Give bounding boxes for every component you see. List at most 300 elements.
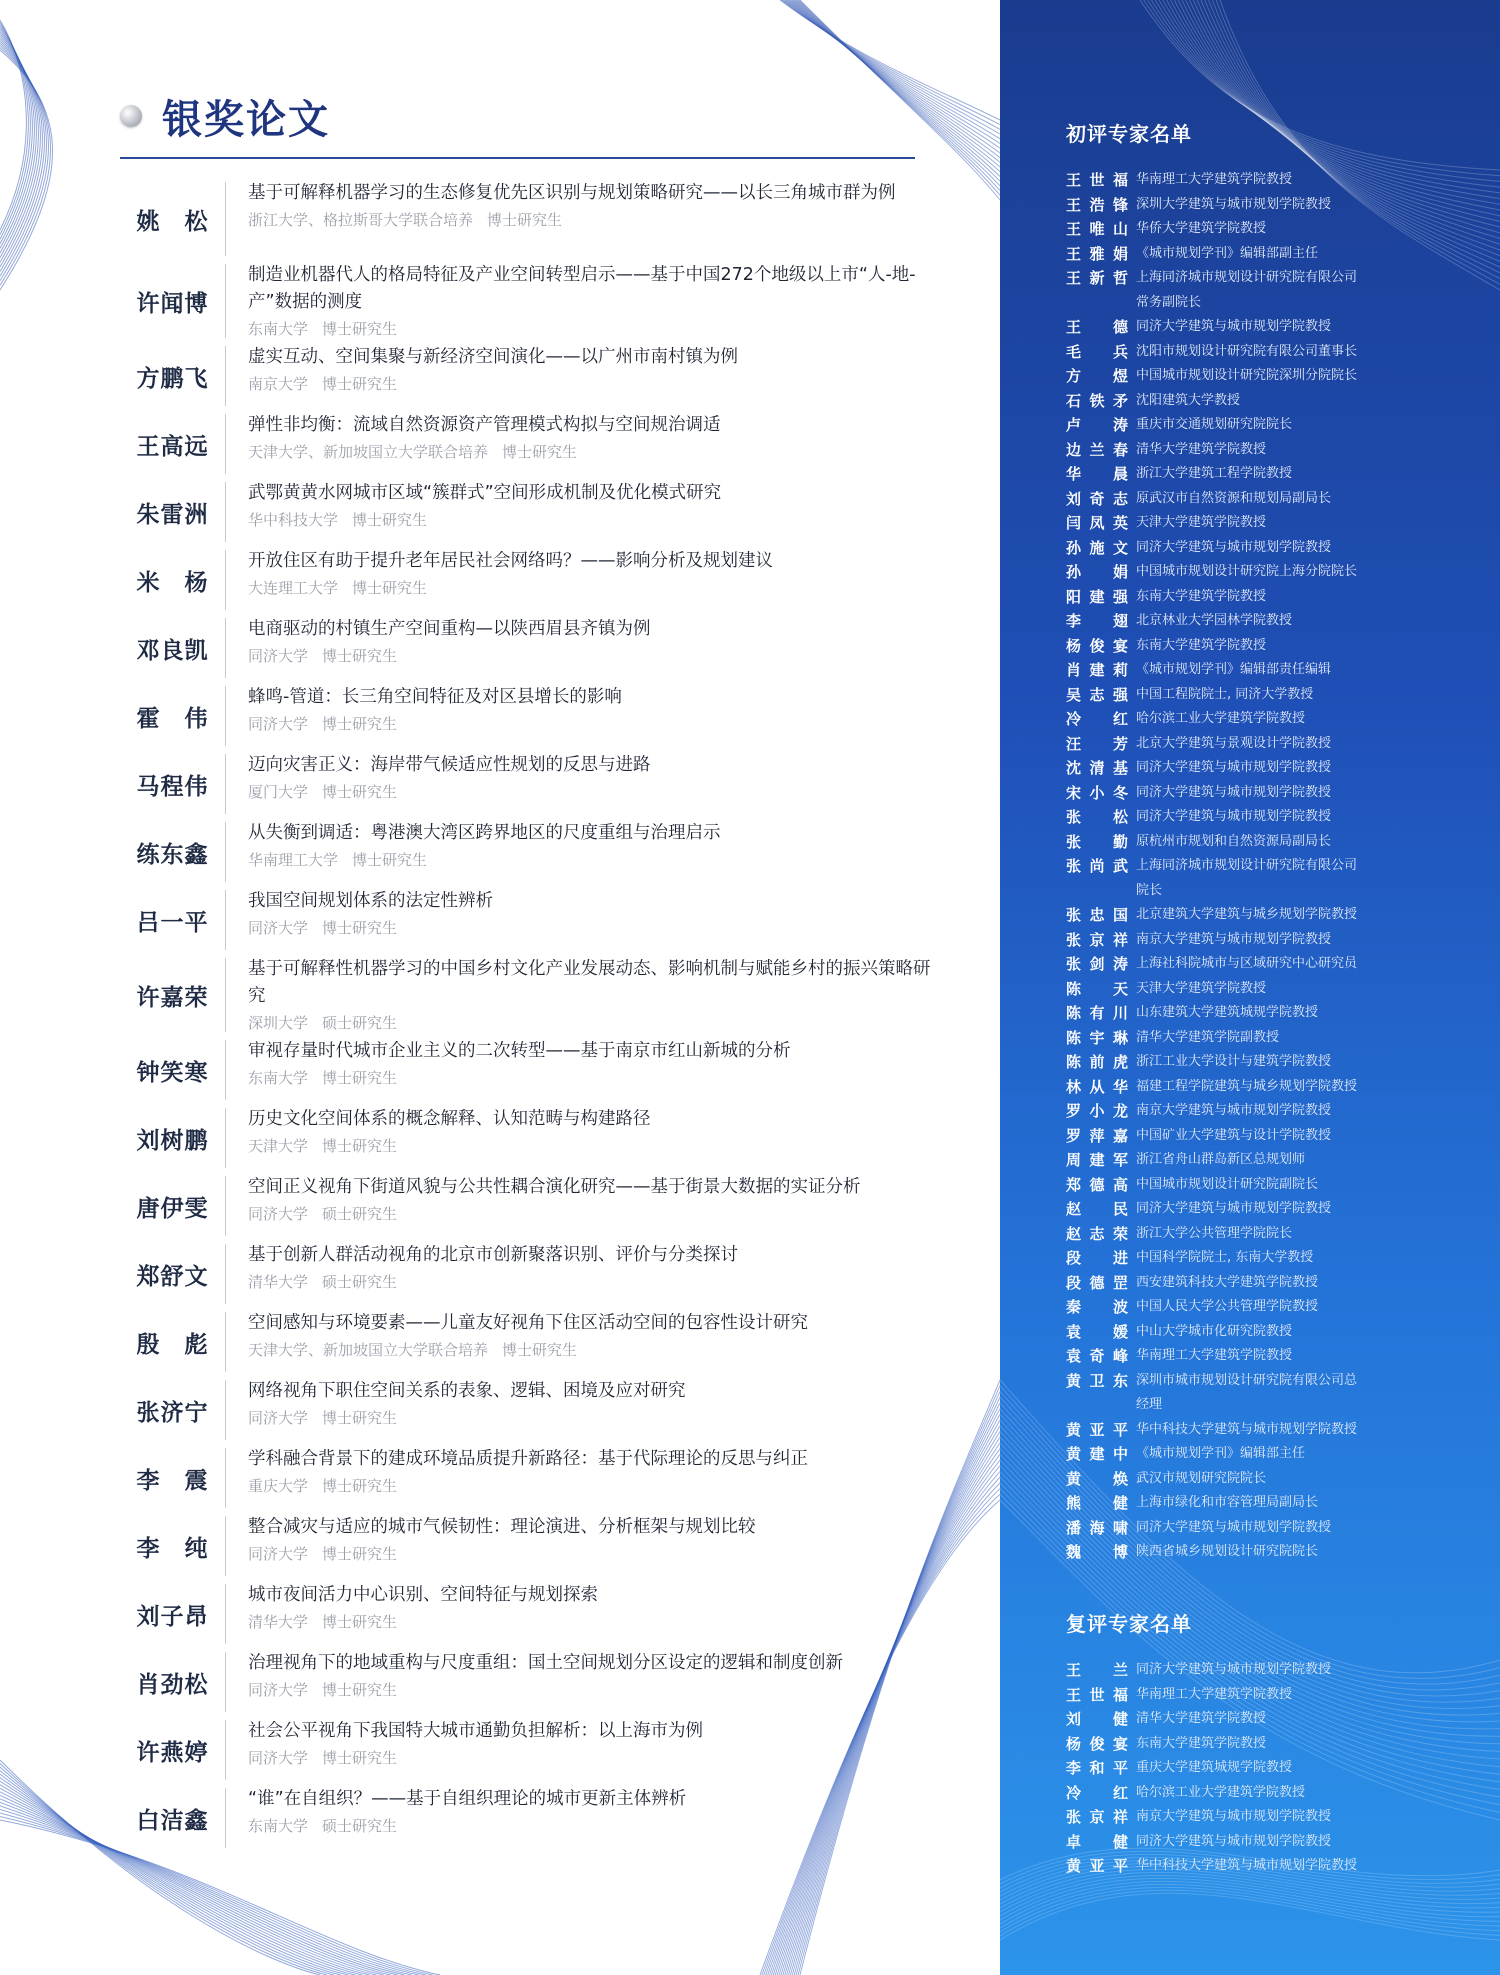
expert-description: 西安建筑科技大学建筑学院教授 [1136, 1274, 1319, 1290]
expert-description: 武汉市规划研究院院长 [1136, 1470, 1267, 1486]
expert-row [1066, 511, 1396, 536]
expert-description: 华南理工大学建筑学院教授 [1136, 172, 1293, 187]
paper-body [248, 342, 940, 410]
wave-line [0, 48, 50, 286]
wave-line [0, 20, 26, 230]
expert-row [1066, 1099, 1396, 1124]
affiliation: 同济大学 [248, 1749, 309, 1767]
expert-row [1066, 805, 1396, 830]
expert-row [1066, 462, 1396, 487]
author-name: 李 纯 [136, 1535, 209, 1562]
paper-entry [120, 1172, 940, 1240]
expert-row [1066, 1540, 1396, 1565]
degree: 博士研究生 [322, 919, 398, 937]
expert-description: 同济大学建筑与城市规划学院教授 [1136, 760, 1332, 775]
expert-name: 陈宇琳 [1066, 1028, 1128, 1047]
author-name: 刘子昂 [136, 1603, 209, 1630]
expert-name: 秦波 [1066, 1298, 1128, 1316]
expert-description: 清华大学建筑学院教授 [1136, 1711, 1267, 1726]
expert-row [1066, 1050, 1396, 1075]
degree: 博士研究生 [352, 851, 428, 869]
expert-row [1066, 413, 1396, 438]
expert-name: 魏博 [1066, 1543, 1128, 1561]
paper-entry [120, 1784, 940, 1852]
expert-name: 宋小冬 [1066, 783, 1128, 802]
paper-affiliation-line [248, 316, 940, 342]
expert-row [1066, 536, 1396, 561]
expert-description: 哈尔滨工业大学建筑学院教授 [1136, 711, 1306, 726]
divider [225, 550, 226, 610]
paper-entry [120, 750, 940, 818]
expert-description: 山东建筑大学建筑城规学院教授 [1136, 1005, 1319, 1020]
expert-row [1066, 1197, 1396, 1222]
affiliation: 深圳大学 [248, 1014, 309, 1032]
paper-body [248, 750, 940, 818]
expert-name: 冷红 [1066, 710, 1128, 728]
expert-name: 杨俊宴 [1066, 1734, 1128, 1753]
paper-title: 整合减灾与适应的城市气候韧性：理论演进、分析框架与规划比较 [248, 1517, 756, 1537]
expert-description: 浙江大学建筑工程学院教授 [1136, 466, 1293, 481]
affiliation: 东南大学 [248, 1817, 309, 1835]
paper-affiliation-line [248, 507, 940, 533]
paper-body [248, 682, 940, 750]
expert-description: 北京建筑大学建筑与城乡规划学院教授 [1136, 907, 1358, 922]
divider [225, 618, 226, 678]
paper-title: 审视存量时代城市企业主义的二次转型——基于南京市红山新城的分析 [248, 1041, 791, 1061]
paper-body [248, 1104, 940, 1172]
expert-description: 天津大学建筑学院教授 [1136, 515, 1267, 530]
author-name: 许嘉荣 [136, 984, 209, 1011]
expert-row [1066, 1756, 1396, 1781]
expert-name: 赵民 [1066, 1200, 1128, 1218]
author-name: 王高远 [136, 433, 209, 460]
affiliation: 重庆大学 [248, 1477, 309, 1495]
affiliation: 浙江大学、格拉斯哥大学联合培养 [248, 211, 474, 229]
paper-body [248, 1376, 940, 1444]
paper-affiliation-line [248, 711, 940, 737]
degree: 博士研究生 [322, 1545, 398, 1563]
expert-description: 同济大学建筑与城市规划学院教授 [1136, 1662, 1332, 1677]
expert-description: 福建工程学院建筑与城乡规划学院教授 [1136, 1078, 1358, 1094]
degree: 硕士研究生 [322, 1014, 398, 1032]
expert-row [1066, 1418, 1396, 1443]
expert-name: 边兰春 [1066, 440, 1128, 459]
degree: 博士研究生 [502, 1341, 578, 1359]
wave-line [0, 41, 44, 272]
preliminary-expert-list [1066, 168, 1396, 1565]
wave-line [782, 0, 1000, 129]
expert-description-continued: 常务副院长 [1136, 294, 1202, 310]
expert-description: 东南大学建筑学院教授 [1136, 637, 1267, 653]
wave-line [1151, 0, 1500, 187]
divider [225, 1448, 226, 1508]
paper-affiliation-line [248, 1010, 940, 1036]
affiliation: 同济大学 [248, 1681, 309, 1699]
expert-description: 《城市规划学刊》编辑部责任编辑 [1136, 662, 1332, 677]
expert-row [1066, 1658, 1396, 1683]
divider [225, 264, 226, 338]
paper-body [248, 1512, 940, 1580]
paper-body [248, 260, 940, 342]
expert-row [1066, 1516, 1396, 1541]
expert-description: 华南理工大学建筑学院教授 [1136, 1348, 1293, 1363]
paper-entry [120, 342, 940, 410]
expert-name: 王雅娟 [1066, 244, 1128, 263]
affiliation: 南京大学 [248, 375, 309, 393]
expert-name: 熊健 [1066, 1494, 1128, 1512]
paper-affiliation-line [248, 1201, 940, 1227]
expert-row [1066, 1781, 1396, 1806]
expert-name: 罗萍嘉 [1066, 1126, 1128, 1145]
affiliation: 天津大学、新加坡国立大学联合培养 [248, 443, 489, 461]
expert-row [1066, 1246, 1396, 1271]
expert-row [1066, 756, 1396, 781]
expert-row [1066, 854, 1396, 879]
expert-description: 同济大学建筑与城市规划学院教授 [1136, 319, 1332, 334]
wave-line [792, 0, 1000, 167]
author-name: 米 杨 [136, 569, 209, 596]
expert-description: 中国人民大学公共管理学院教授 [1136, 1299, 1319, 1314]
wave-line [781, 0, 1000, 125]
degree: 博士研究生 [322, 783, 398, 801]
author-name: 吕一平 [136, 909, 209, 936]
expert-description: 华中科技大学建筑与城市规划学院教授 [1136, 1421, 1358, 1437]
review-experts-title: 复评专家名单 [1066, 1612, 1192, 1636]
paper-affiliation-line [248, 439, 940, 465]
paper-entry [120, 818, 940, 886]
expert-description: 南京大学建筑与城市规划学院教授 [1136, 1809, 1332, 1824]
expert-name: 黄卫东 [1066, 1371, 1128, 1390]
expert-description: 哈尔滨工业大学建筑学院教授 [1136, 1784, 1306, 1800]
expert-description: 浙江大学公共管理学院院长 [1136, 1225, 1293, 1241]
paper-entry [120, 1648, 940, 1716]
expert-name: 黄亚平 [1066, 1857, 1128, 1875]
degree: 博士研究生 [322, 715, 398, 733]
author-name: 张济宁 [136, 1399, 209, 1426]
expert-row [1066, 1393, 1396, 1418]
author-name: 李 震 [136, 1467, 209, 1494]
expert-row [1066, 732, 1396, 757]
expert-row [1066, 242, 1396, 267]
expert-description: 《城市规划学刊》编辑部主任 [1136, 1446, 1306, 1461]
paper-body [248, 1444, 940, 1512]
affiliation: 东南大学 [248, 1069, 309, 1087]
divider [225, 346, 226, 406]
expert-row [1066, 1732, 1396, 1757]
expert-description: 中国矿业大学建筑与设计学院教授 [1136, 1127, 1332, 1143]
wave-line [0, 22, 28, 234]
affiliation: 同济大学 [248, 647, 309, 665]
expert-row [1066, 1173, 1396, 1198]
author-name: 练东鑫 [136, 841, 209, 868]
degree: 硕士研究生 [322, 1273, 398, 1291]
expert-row [1066, 585, 1396, 610]
paper-affiliation-line [248, 1065, 940, 1091]
paper-affiliation-line [248, 1745, 940, 1771]
expert-name: 吴志强 [1066, 685, 1128, 704]
paper-affiliation-line [248, 915, 940, 941]
expert-name: 石铁矛 [1066, 391, 1128, 410]
paper-title: 制造业机器代人的格局特征及产业空间转型启示——基于中国272个地级以上市“人-地-产”数据的测度 [248, 265, 916, 312]
paper-title: 开放住区有助于提升老年居民社会网络吗？——影响分析及规划建议 [248, 551, 773, 571]
expert-description: 同济大学建筑与城市规划学院教授 [1136, 1519, 1332, 1535]
expert-name: 汪芳 [1066, 734, 1128, 753]
expert-name: 赵志荣 [1066, 1224, 1128, 1243]
paper-title: “谁”在自组织？——基于自组织理论的城市更新主体辨析 [248, 1789, 687, 1809]
author-name: 朱雷洲 [136, 501, 209, 528]
expert-name: 王唯山 [1066, 220, 1128, 238]
expert-row [1066, 560, 1396, 585]
expert-description: 深圳市城市规划设计研究院有限公司总 [1136, 1372, 1358, 1388]
expert-name: 毛兵 [1066, 342, 1128, 361]
page-title: 银奖论文 [162, 96, 330, 143]
paper-title: 弹性非均衡：流域自然资源资产管理模式构拟与空间规治调适 [248, 415, 721, 435]
expert-name: 罗小龙 [1066, 1102, 1128, 1120]
degree: 硕士研究生 [322, 1817, 398, 1835]
paper-body [248, 886, 940, 954]
author-name: 刘树鹏 [136, 1127, 209, 1154]
expert-name: 华晨 [1066, 465, 1128, 483]
author-name: 霍 伟 [136, 705, 209, 732]
paper-entry [120, 1104, 940, 1172]
paper-affiliation-line [248, 1133, 940, 1159]
paper-body [248, 1172, 940, 1240]
expert-row [1066, 634, 1396, 659]
expert-description: 沈阳市规划设计研究院有限公司董事长 [1136, 343, 1358, 359]
expert-description-continued: 院长 [1136, 882, 1163, 898]
affiliation: 天津大学 [248, 1137, 309, 1155]
expert-description: 深圳大学建筑与城市规划学院教授 [1136, 196, 1332, 212]
expert-description: 清华大学建筑学院副教授 [1136, 1029, 1280, 1045]
expert-name: 孙娟 [1066, 563, 1128, 581]
paper-entry [120, 886, 940, 954]
expert-row [1066, 1467, 1396, 1492]
degree: 博士研究生 [322, 1409, 398, 1427]
paper-title: 我国空间规划体系的法定性辨析 [248, 891, 493, 911]
wave-line [0, 45, 48, 280]
degree: 博士研究生 [502, 443, 578, 461]
expert-name: 陈前虎 [1066, 1053, 1128, 1071]
paper-body [248, 1648, 940, 1716]
affiliation: 厦门大学 [248, 783, 309, 801]
expert-name: 张京祥 [1066, 930, 1128, 949]
wave-line [787, 0, 1000, 148]
paper-title: 历史文化空间体系的概念解释、认知范畴与构建路径 [248, 1109, 651, 1129]
expert-description: 浙江工业大学设计与建筑学院教授 [1136, 1054, 1332, 1069]
wave-line [785, 0, 1000, 139]
expert-name: 袁奇峰 [1066, 1347, 1128, 1365]
expert-row [1066, 1075, 1396, 1100]
wave-line [1140, 0, 1500, 170]
paper-affiliation-line [248, 207, 940, 233]
degree: 博士研究生 [322, 375, 398, 393]
expert-name: 王新哲 [1066, 269, 1128, 287]
expert-description: 中国城市规划设计研究院上海分院院长 [1136, 564, 1358, 579]
expert-row [1066, 609, 1396, 634]
author-name: 白洁鑫 [136, 1807, 209, 1834]
paper-affiliation-line [248, 1269, 940, 1295]
expert-description: 天津大学建筑学院教授 [1136, 980, 1267, 996]
paper-body [248, 1784, 940, 1852]
paper-title: 从失衡到调适：粤港澳大湾区跨界地区的尺度重组与治理启示 [248, 823, 721, 843]
expert-description: 上海市绿化和市容管理局副局长 [1136, 1495, 1319, 1510]
author-name: 马程伟 [136, 773, 209, 800]
divider [225, 822, 226, 882]
paper-entry [120, 410, 940, 478]
expert-name: 王德 [1066, 318, 1128, 336]
preliminary-experts-title: 初评专家名单 [1066, 122, 1192, 146]
affiliation: 清华大学 [248, 1273, 309, 1291]
expert-description: 中国工程院院士, 同济大学教授 [1136, 686, 1314, 702]
paper-body [248, 410, 940, 478]
paper-affiliation-line [248, 575, 940, 601]
expert-name: 王兰 [1066, 1661, 1128, 1679]
divider [225, 1720, 226, 1780]
degree: 博士研究生 [322, 320, 398, 338]
expert-row [1066, 1222, 1396, 1247]
paper-title: 武鄂黄黄水网城市区域“簇群式”空间形成机制及优化模式研究 [248, 483, 722, 503]
expert-row [1066, 879, 1396, 904]
degree: 博士研究生 [322, 1613, 398, 1631]
paper-entry [120, 1716, 940, 1784]
expert-name: 张勤 [1066, 832, 1128, 851]
expert-description: 同济大学建筑与城市规划学院教授 [1136, 784, 1332, 800]
expert-description: 同济大学建筑与城市规划学院教授 [1136, 539, 1332, 555]
expert-name: 王浩锋 [1066, 195, 1128, 214]
expert-name: 闫凤英 [1066, 514, 1128, 532]
expert-row [1066, 291, 1396, 316]
divider [225, 1516, 226, 1576]
author-name: 许燕婷 [136, 1739, 209, 1766]
paper-title: 基于可解释性机器学习的中国乡村文化产业发展动态、影响机制与赋能乡村的振兴策略研究 [248, 959, 931, 1006]
wave-line [0, 29, 34, 248]
degree: 硕士研究生 [322, 1205, 398, 1223]
author-name: 许闻博 [136, 290, 209, 317]
expert-row [1066, 683, 1396, 708]
expert-name: 段德罡 [1066, 1273, 1128, 1292]
expert-row [1066, 1001, 1396, 1026]
expert-name: 张尚武 [1066, 857, 1128, 875]
expert-description: 东南大学建筑学院教授 [1136, 588, 1267, 604]
divider [225, 754, 226, 814]
expert-description-continued: 经理 [1136, 1397, 1163, 1412]
expert-name: 张京祥 [1066, 1808, 1128, 1826]
paper-affiliation-line [248, 847, 940, 873]
expert-description: 华侨大学建筑学院教授 [1136, 221, 1267, 236]
expert-name: 沈清基 [1066, 759, 1128, 777]
paper-entry [120, 614, 940, 682]
expert-row [1066, 1683, 1396, 1708]
expert-row [1066, 1854, 1396, 1879]
expert-name: 王世福 [1066, 1685, 1128, 1704]
wave-line [784, 0, 1000, 134]
paper-affiliation-line [248, 1813, 940, 1839]
expert-row [1066, 193, 1396, 218]
paper-title: 空间感知与环境要素——儿童友好视角下住区活动空间的包容性设计研究 [248, 1313, 808, 1333]
degree: 博士研究生 [322, 1069, 398, 1087]
paper-title: 社会公平视角下我国特大城市通勤负担解析：以上海市为例 [248, 1721, 703, 1741]
expert-description: 同济大学建筑与城市规划学院教授 [1136, 1833, 1332, 1849]
expert-name: 黄亚平 [1066, 1420, 1128, 1439]
affiliation: 同济大学 [248, 919, 309, 937]
expert-name: 孙施文 [1066, 538, 1128, 557]
title-rule [120, 157, 915, 159]
wave-line [780, 0, 1000, 120]
expert-name: 方煜 [1066, 367, 1128, 385]
expert-row [1066, 1442, 1396, 1467]
paper-body [248, 478, 940, 546]
expert-description: 南京大学建筑与城市规划学院教授 [1136, 931, 1332, 947]
expert-row [1066, 487, 1396, 512]
expert-row [1066, 168, 1396, 193]
wave-line [794, 0, 1000, 176]
expert-row [1066, 1320, 1396, 1345]
wave-line [791, 0, 1000, 162]
wave-line [0, 36, 40, 262]
paper-body [248, 1036, 940, 1104]
wave-line [795, 0, 1000, 181]
paper-entry [120, 1308, 940, 1376]
divider [225, 686, 226, 746]
wave-line [799, 0, 1000, 195]
paper-body [248, 1308, 940, 1376]
divider [225, 414, 226, 474]
expert-description: 原杭州市规划和自然资源局副局长 [1136, 833, 1332, 849]
expert-name: 刘健 [1066, 1710, 1128, 1728]
expert-row [1066, 830, 1396, 855]
affiliation: 华中科技大学 [248, 511, 339, 529]
expert-row [1066, 658, 1396, 683]
paper-entry [120, 1580, 940, 1648]
expert-name: 张剑涛 [1066, 955, 1128, 973]
wave-line [0, 43, 46, 276]
paper-entry [120, 260, 940, 342]
author-name: 方鹏飞 [136, 365, 209, 392]
wave-line [789, 0, 1000, 158]
expert-row [1066, 1830, 1396, 1855]
expert-row [1066, 952, 1396, 977]
expert-row [1066, 707, 1396, 732]
expert-row [1066, 389, 1396, 414]
paper-entry [120, 1444, 940, 1512]
expert-description: 重庆市交通规划研究院院长 [1136, 417, 1293, 432]
expert-name: 袁媛 [1066, 1322, 1128, 1341]
expert-row [1066, 781, 1396, 806]
paper-body [248, 614, 940, 682]
degree: 博士研究生 [322, 1681, 398, 1699]
paper-title: 虚实互动、空间集聚与新经济空间演化——以广州市南村镇为例 [248, 347, 738, 367]
expert-row [1066, 1026, 1396, 1051]
paper-body [248, 954, 940, 1036]
divider [225, 1312, 226, 1372]
author-name: 郑舒文 [136, 1263, 209, 1290]
expert-description: 沈阳建筑大学教授 [1136, 392, 1241, 408]
divider [225, 1244, 226, 1304]
expert-description: 上海同济城市规划设计研究院有限公司 [1136, 858, 1358, 873]
paper-affiliation-line [248, 1405, 940, 1431]
paper-body [248, 1240, 940, 1308]
expert-description: 北京大学建筑与景观设计学院教授 [1136, 735, 1332, 751]
affiliation: 天津大学、新加坡国立大学联合培养 [248, 1341, 489, 1359]
degree: 博士研究生 [352, 579, 428, 597]
expert-name: 黄焕 [1066, 1469, 1128, 1488]
paper-entry [120, 478, 940, 546]
expert-description: 南京大学建筑与城市规划学院教授 [1136, 1103, 1332, 1118]
expert-description: 上海社科院城市与区域研究中心研究员 [1136, 956, 1358, 971]
paper-list [120, 178, 940, 1852]
wave-line [0, 27, 32, 244]
degree: 博士研究生 [322, 1477, 398, 1495]
